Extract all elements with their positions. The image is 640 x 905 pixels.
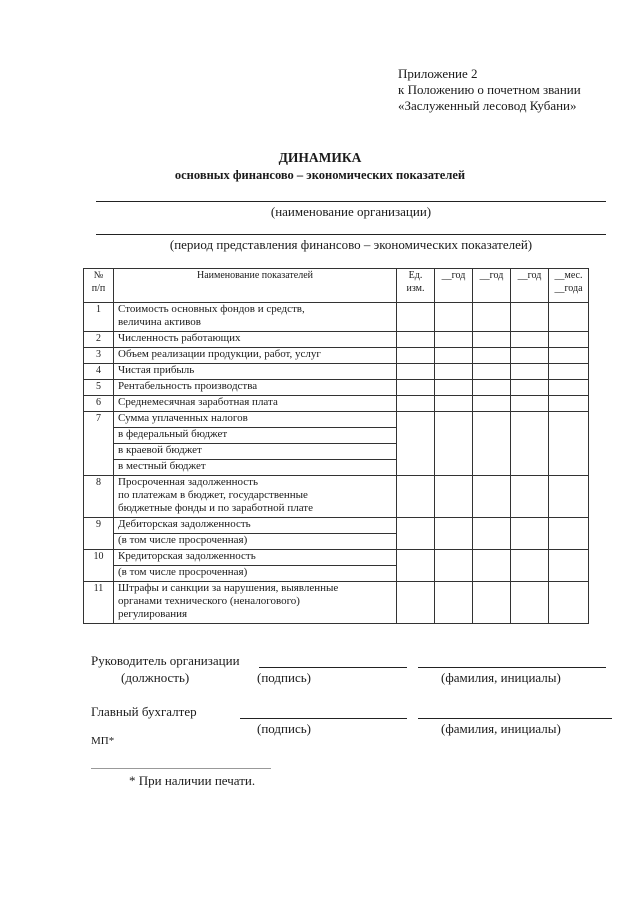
value-cell[interactable] <box>511 550 549 582</box>
document-subtitle: основных финансово – экономических показателей <box>174 168 466 182</box>
value-cell[interactable] <box>511 348 549 364</box>
table-row <box>84 348 589 364</box>
value-cell[interactable] <box>549 550 589 582</box>
value-cell[interactable] <box>511 303 549 332</box>
head-name-caption: (фамилия, инициалы) <box>441 670 561 685</box>
header-months <box>549 269 589 303</box>
value-cell[interactable] <box>435 348 473 364</box>
indicator-name-line: Среднемесячная заработная плата <box>118 396 278 408</box>
value-cell[interactable] <box>549 348 589 364</box>
indicator-name <box>114 364 397 380</box>
document-title: ДИНАМИКА <box>278 150 362 165</box>
value-cell[interactable] <box>435 582 473 624</box>
value-cell[interactable] <box>511 582 549 624</box>
value-cell[interactable] <box>397 412 435 476</box>
value-cell[interactable] <box>435 518 473 550</box>
value-cell[interactable] <box>435 332 473 348</box>
value-cell[interactable] <box>549 518 589 550</box>
value-cell[interactable] <box>397 550 435 582</box>
value-cell[interactable] <box>473 364 511 380</box>
row-number: 10 <box>84 550 114 582</box>
table-row <box>84 412 589 428</box>
row-number: 7 <box>84 412 114 476</box>
value-cell[interactable] <box>549 364 589 380</box>
value-cell[interactable] <box>511 364 549 380</box>
accountant-signature-caption: (подпись) <box>257 721 311 736</box>
value-cell[interactable] <box>549 303 589 332</box>
indicator-name-line: величина активов <box>118 316 201 328</box>
indicator-subitem: (в том числе просроченная) <box>114 534 397 550</box>
value-cell[interactable] <box>511 396 549 412</box>
accountant-label: Главный бухгалтер <box>91 704 197 719</box>
value-cell[interactable] <box>397 476 435 518</box>
value-cell[interactable] <box>511 476 549 518</box>
value-cell[interactable] <box>473 380 511 396</box>
indicator-name <box>114 380 397 396</box>
value-cell[interactable] <box>435 476 473 518</box>
indicator-name-line: Объем реализации продукции, работ, услуг <box>118 348 321 360</box>
indicator-name-line: бюджетные фонды и по заработной плате <box>118 502 313 514</box>
org-name-line[interactable] <box>96 201 606 202</box>
row-number: 3 <box>84 348 114 364</box>
indicator-name <box>114 518 397 534</box>
value-cell[interactable] <box>473 582 511 624</box>
indicator-name-line: Численность работающих <box>118 332 241 344</box>
value-cell[interactable] <box>397 332 435 348</box>
value-cell[interactable] <box>435 396 473 412</box>
value-cell[interactable] <box>397 396 435 412</box>
table-header-row <box>84 269 589 303</box>
table-row <box>84 396 589 412</box>
indicator-name <box>114 582 397 624</box>
indicator-subitem: в федеральный бюджет <box>114 428 397 444</box>
head-label: Руководитель организации <box>91 653 240 668</box>
value-cell[interactable] <box>435 412 473 476</box>
org-name-caption: (наименование организации) <box>270 204 432 219</box>
accountant-name-caption: (фамилия, инициалы) <box>441 721 561 736</box>
indicator-name <box>114 476 397 518</box>
value-cell[interactable] <box>435 364 473 380</box>
header-num-line-1: № <box>93 270 104 281</box>
value-cell[interactable] <box>435 550 473 582</box>
row-number: 2 <box>84 332 114 348</box>
header-unit <box>397 269 435 303</box>
value-cell[interactable] <box>549 396 589 412</box>
value-cell[interactable] <box>511 412 549 476</box>
indicator-subitem: (в том числе просроченная) <box>114 566 397 582</box>
indicator-name-line: регулирования <box>118 608 188 620</box>
row-number: 1 <box>84 303 114 332</box>
accountant-signature-line[interactable] <box>240 718 407 719</box>
table-row <box>84 518 589 534</box>
table-row <box>84 332 589 348</box>
appendix-line-2: к Положению о почетном звании <box>398 82 581 97</box>
value-cell[interactable] <box>511 518 549 550</box>
row-number: 9 <box>84 518 114 550</box>
position-caption: (должность) <box>121 670 190 685</box>
indicator-name <box>114 396 397 412</box>
header-num-line-2: п/п <box>91 283 106 294</box>
table-row <box>84 476 589 518</box>
value-cell[interactable] <box>435 303 473 332</box>
indicator-name-line: Штрафы и санкции за нарушения, выявленные <box>118 582 339 594</box>
value-cell[interactable] <box>397 380 435 396</box>
head-name-line[interactable] <box>418 667 606 668</box>
value-cell[interactable] <box>549 380 589 396</box>
header-months-line-2: __года <box>554 283 583 294</box>
value-cell[interactable] <box>473 303 511 332</box>
indicator-name-line: органами технического (неналогового) <box>118 595 300 607</box>
indicator-name-line: Просроченная задолженность <box>118 476 258 488</box>
header-months-line-1: __мес. <box>554 270 583 281</box>
value-cell[interactable] <box>473 518 511 550</box>
row-number: 6 <box>84 396 114 412</box>
accountant-name-line[interactable] <box>418 718 612 719</box>
value-cell[interactable] <box>473 348 511 364</box>
header-year-2: __год <box>473 269 511 303</box>
value-cell[interactable] <box>549 476 589 518</box>
value-cell[interactable] <box>397 582 435 624</box>
value-cell[interactable] <box>549 412 589 476</box>
header-name: Наименование показателей <box>114 269 397 303</box>
value-cell[interactable] <box>549 582 589 624</box>
table-row <box>84 380 589 396</box>
table-row <box>84 550 589 566</box>
value-cell[interactable] <box>473 412 511 476</box>
period-caption: (период представления финансово – экономических показателей) <box>169 237 533 252</box>
value-cell[interactable] <box>397 303 435 332</box>
indicator-name-line: Рентабельность производства <box>118 380 258 392</box>
value-cell[interactable] <box>397 348 435 364</box>
header-year-1: __год <box>435 269 473 303</box>
indicator-name <box>114 303 397 332</box>
row-number: 5 <box>84 380 114 396</box>
indicator-subitem: в краевой бюджет <box>114 444 397 460</box>
row-number: 11 <box>84 582 114 624</box>
table-row <box>84 364 589 380</box>
value-cell[interactable] <box>397 518 435 550</box>
value-cell[interactable] <box>397 364 435 380</box>
indicator-name-line: по платежам в бюджет, государственные <box>118 489 308 501</box>
indicator-name <box>114 332 397 348</box>
head-signature-line[interactable] <box>259 667 407 668</box>
indicator-name-line: Кредиторская задолженность <box>118 550 256 562</box>
table-row <box>84 303 589 332</box>
indicator-name-line: Сумма уплаченных налогов <box>118 412 248 424</box>
head-signature-caption: (подпись) <box>257 670 311 685</box>
value-cell[interactable] <box>473 332 511 348</box>
indicators-table <box>83 268 589 624</box>
appendix-line-1: Приложение 2 <box>398 66 478 81</box>
value-cell[interactable] <box>511 380 549 396</box>
indicator-name-line: Дебиторская задолженность <box>118 518 251 530</box>
appendix-note <box>398 66 581 114</box>
indicator-name <box>114 412 397 428</box>
period-line[interactable] <box>96 234 606 235</box>
indicator-subitem: в местный бюджет <box>114 460 397 476</box>
row-number: 8 <box>84 476 114 518</box>
value-cell[interactable] <box>473 476 511 518</box>
header-unit-line-2: изм. <box>406 283 425 294</box>
value-cell[interactable] <box>473 396 511 412</box>
stamp-mark: МП* <box>91 735 115 747</box>
value-cell[interactable] <box>511 332 549 348</box>
indicator-name <box>114 348 397 364</box>
indicator-name-line: Чистая прибыль <box>118 364 195 376</box>
indicator-name <box>114 550 397 566</box>
footnote: * При наличии печати. <box>129 773 256 788</box>
header-num <box>84 269 114 303</box>
value-cell[interactable] <box>435 380 473 396</box>
value-cell[interactable] <box>473 550 511 582</box>
row-number: 4 <box>84 364 114 380</box>
header-year-3: __год <box>511 269 549 303</box>
value-cell[interactable] <box>549 332 589 348</box>
appendix-line-3: «Заслуженный лесовод Кубани» <box>398 98 577 113</box>
indicator-name-line: Стоимость основных фондов и средств, <box>118 303 305 315</box>
table-row <box>84 582 589 624</box>
header-unit-line-1: Ед. <box>408 270 423 281</box>
footnote-divider <box>91 768 271 769</box>
